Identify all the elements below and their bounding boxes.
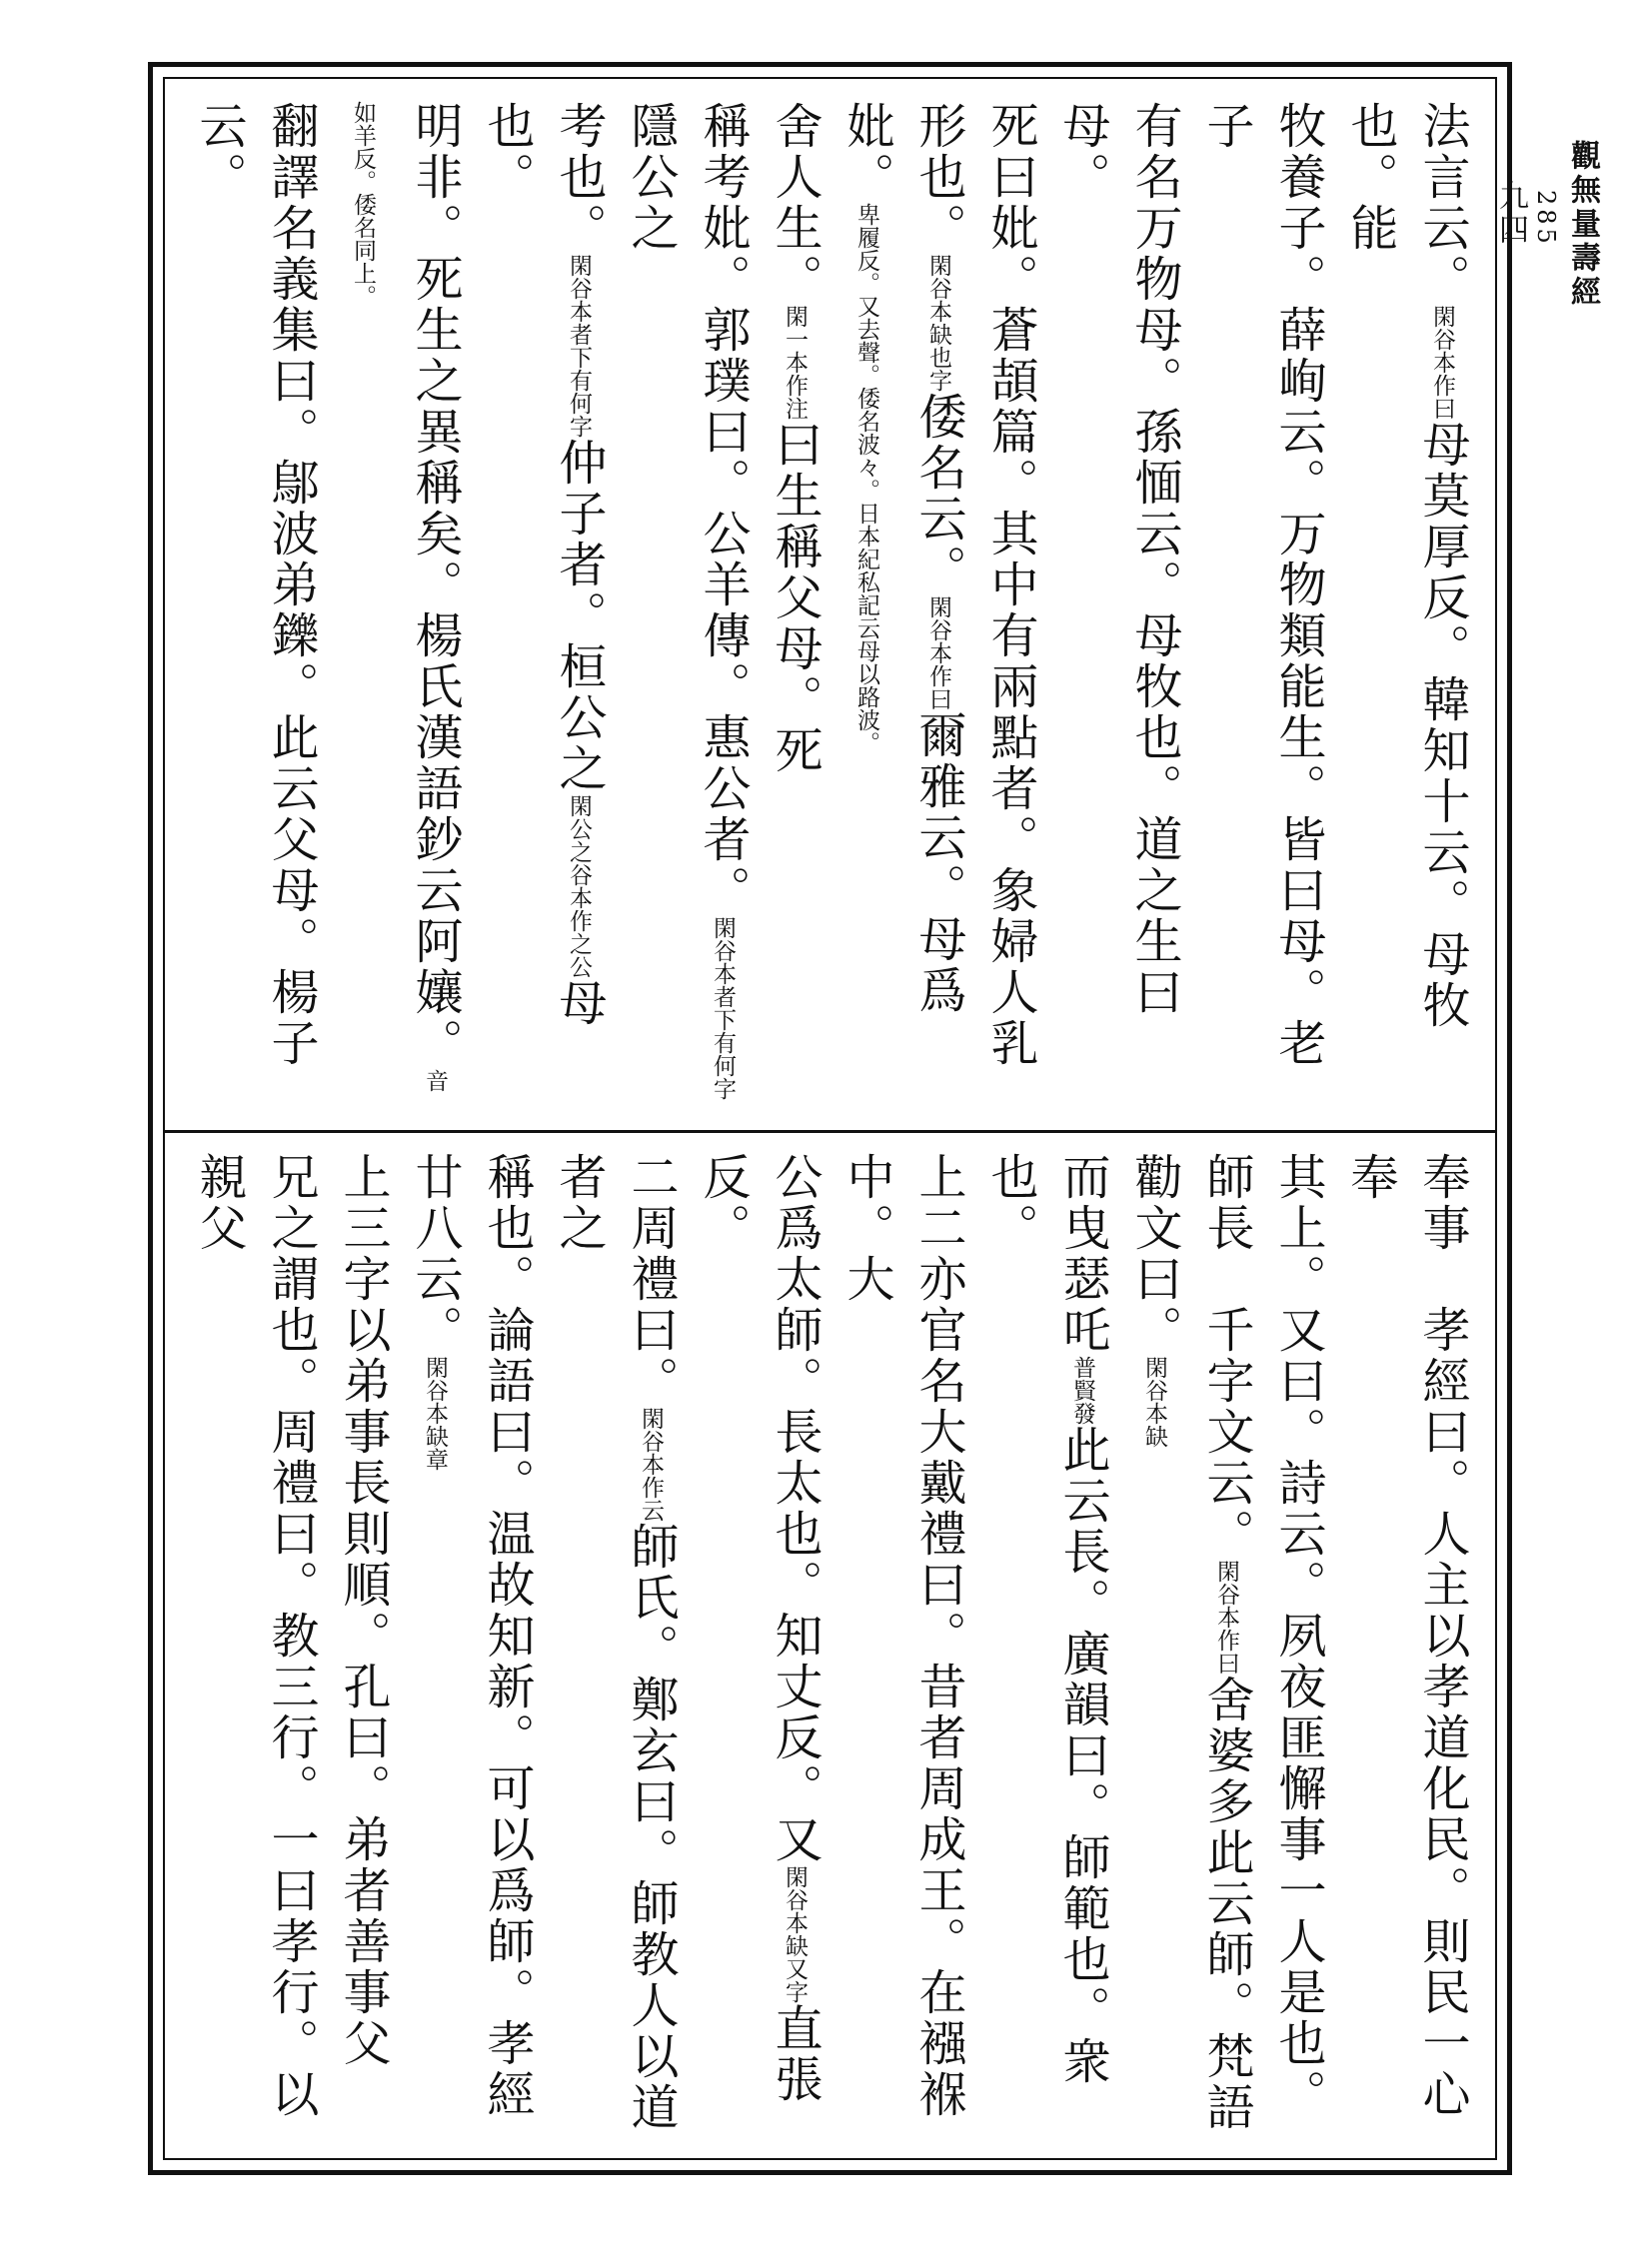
text-column: 有名万物母。孫愐云。母牧也。道之生曰母。 — [1054, 101, 1182, 1018]
text-column: 師長 千字文云。閑谷本作曰舍婆多此云師。梵語勸文曰。閑谷本缺 — [1126, 1152, 1254, 2133]
text-column: 上二亦官名大戴禮曰。昔者周成王。在襁褓中。大 — [838, 1152, 966, 2120]
text-column: 二周禮曰。閑谷本作云師氏。鄭玄曰。師教人以道者之 — [551, 1152, 679, 2133]
annotation-note: 閑谷本缺又字 — [782, 1865, 808, 2003]
page-frame-inner — [163, 77, 1497, 2160]
annotation-note: 普賢發 — [1069, 1356, 1095, 1425]
annotation-note: 閑谷本缺章 — [422, 1356, 448, 1471]
running-head-title: 觀無量壽經 — [1565, 140, 1600, 310]
text-column: 奉事 孝經曰。人主以孝道化民。則民一心奉 — [1342, 1152, 1470, 2120]
running-head-volume: 285 — [1532, 190, 1560, 248]
annotation-note: 閑谷本缺 — [1141, 1356, 1167, 1448]
annotation-note: 閑谷本缺也字 — [925, 254, 951, 392]
upper-panel — [183, 101, 1477, 1110]
annotation-note: 閑谷本者下有何字 — [566, 254, 592, 438]
annotation-note: 閑一本作注 — [782, 305, 808, 420]
horizontal-divider — [165, 1130, 1495, 1133]
running-head — [1493, 140, 1604, 619]
text-column: 考也。閑谷本者下有何字仲子者。桓公之閑公之谷本作之公母也。 — [479, 101, 607, 1029]
text-column: 稱考妣。郭璞曰。公羊傳。惠公者。閑谷本者下有何字隱公之 — [623, 101, 751, 1100]
annotation-note: 閑谷本作云 — [638, 1407, 664, 1522]
text-column: 牧養子。薛峋云。万物類能生。皆曰母。老子 — [1198, 101, 1326, 1069]
lower-text-block — [183, 1152, 1477, 2151]
upper-text-block — [183, 101, 1477, 1110]
annotation-note: 閑谷本作曰 — [1213, 1560, 1239, 1675]
text-column: 而曳瑟吒普賢發此云長。廣韻曰。師範也。衆也。 — [982, 1152, 1110, 2087]
lower-panel — [183, 1152, 1477, 2151]
text-column: 稱也。論語曰。温故知新。可以爲師。孝經廿八云。閑谷本缺章 — [407, 1152, 535, 2120]
text-column: 法言云。閑谷本作曰母莫厚反。韓知十云。母牧也。能 — [1342, 101, 1470, 1031]
text-column: 上三字以弟事長則順。孔曰。弟者善事父 — [335, 1152, 391, 2069]
annotation-note: 閑公之谷本作之公 — [566, 794, 592, 978]
annotation-note: 閑谷本作曰 — [925, 595, 951, 710]
text-column: 明非。死生之異稱矣。楊氏漢語鈔云阿孃。音如羊反。倭名同上。 — [350, 101, 463, 1092]
text-column: 其上。又曰。詩云。夙夜匪懈事一人是也。 — [1270, 1152, 1326, 2120]
annotation-note: 閑谷本者下有何字 — [710, 916, 736, 1100]
text-column: 公爲太師。長太也。知丈反。又閑谷本缺又字直張反。 — [695, 1152, 822, 2105]
text-column: 死曰妣。蒼頡篇。其中有兩點者。象婦人乳 — [982, 101, 1038, 1069]
text-column: 翻譯名義集曰。鄔波弟鑠。此云父母。楊子云。 — [191, 101, 319, 1069]
annotation-note: 音如羊反。倭名同上。 — [350, 101, 448, 1092]
text-column: 形也。閑谷本缺也字倭名云。閑谷本作曰爾雅云。母爲妣。卑履反。又去聲。倭名波々。日本紀私記云母以路波。 — [838, 101, 966, 1016]
text-column: 舍人生。閑一本作注曰生稱父母。死 — [767, 101, 822, 776]
running-head-page: 九四 — [1493, 180, 1528, 248]
annotation-note: 卑履反。又去聲。倭名波々。日本紀私記云母以路波。 — [853, 203, 879, 754]
text-column: 兄之謂也。周禮曰。教三行。一曰孝行。以親父 — [191, 1152, 319, 2120]
page-frame — [148, 62, 1512, 2175]
annotation-note: 閑谷本作曰 — [1429, 305, 1455, 420]
